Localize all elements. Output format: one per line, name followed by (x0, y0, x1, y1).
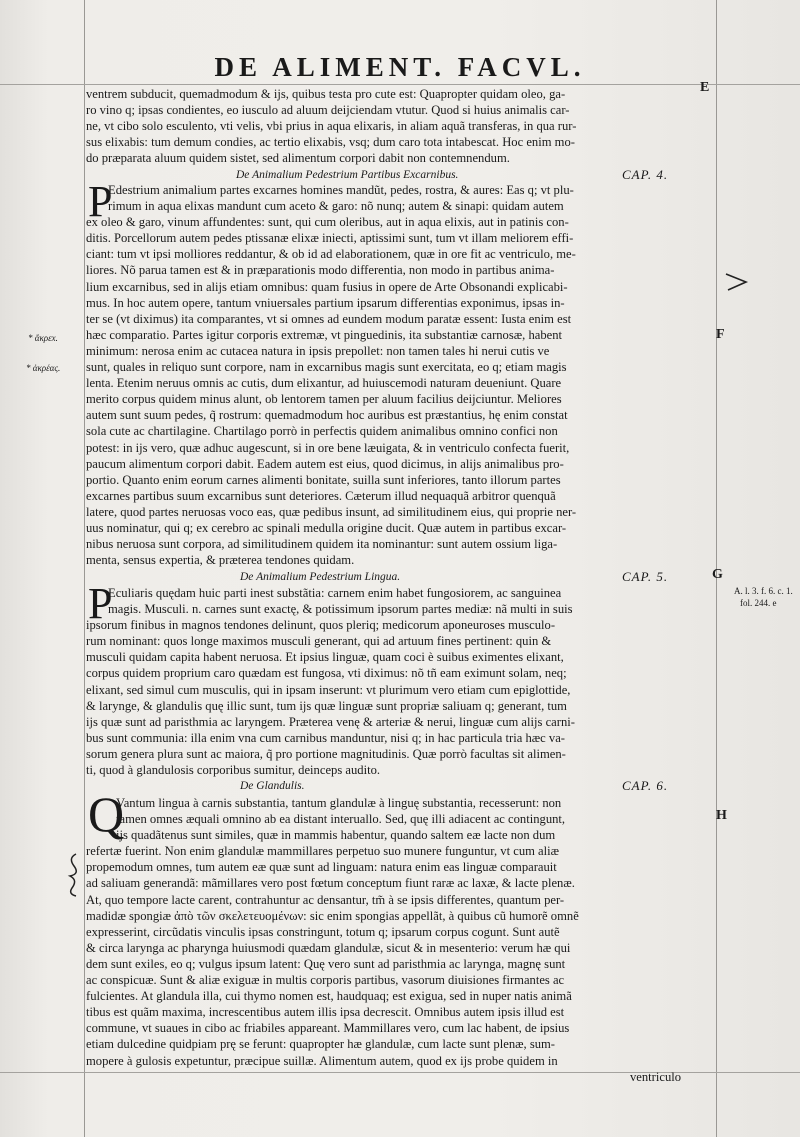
margin-letter-g: G (712, 567, 723, 582)
text-line: sus elixabis: tum demum condies, ac tertio elixabis, vsq; dum caro tota intabescat. Hoc enim mo- (86, 135, 575, 150)
text-line: bus sunt communia: illa enim vna cum carnibus manduntur, nisi q; in hac particula tria hæc va- (86, 730, 565, 745)
text-line: rum nominant: quos longe maximos musculi generant, qui ad artuum fines pertinent: quin & (86, 634, 552, 649)
text-line: At, quo tempore lacte carent, contrahuntur ac densantur, tm̃ à se ipsis differentes, quantum per- (86, 892, 565, 907)
text-line: hæc comparatio. Partes igitur corporis extremæ, vt pinguedinis, ita substantiæ carnosæ, habent (86, 327, 563, 342)
text-line: mopere à gulosis expetuntur, præcipue suillæ. Alimentum autem, quod ex ijs probe quidem in (86, 1053, 558, 1068)
text-line: ex oleo & garo, vinum affundentes: sunt, qui cum oleribus, aut in aqua elixis, aut in patinis con- (86, 215, 569, 230)
section-4-dropcap: P (88, 177, 113, 226)
text-line: refertæ fuerint. Non enim glandulæ mammillares perpetuo suo munere funguntur, vt cum aliæ (86, 844, 560, 859)
text-line: sorum genera plura sunt ac maiora, q̃ pro portione magnitudinis. Quæ porrò facultas sit alimen- (86, 746, 566, 761)
text-line: tibus est quãm maxima, increscentibus autem illis ipsa decrescit. Omnibus autem ipsis illud est (86, 1005, 565, 1020)
section-6-dropcap: Q (88, 786, 125, 842)
text-line: excarnes partibus suum excarnibus sunt deteriores. Cæterum illud nequaquã arbitror quenquã (86, 488, 556, 503)
text-line: commune, vt suaues in cibo ac friabiles appareant. Mammillares vero, cum lac habent, de ipsius (86, 1021, 570, 1036)
catchword: ventriculo (630, 1070, 682, 1084)
text-line: fulcientes. At glandula illa, cui thymo nomen est, haudquaq; est exigua, sed in nuper natis animã (86, 989, 572, 1004)
text-line: potest: in ijs vero, quæ adhuc augescunt, si in ore bene læuigata, & in ventriculo confecta fuerit, (86, 440, 570, 455)
text-line: paucum alimentum corpori dabit. Eadem autem est eius, quod dicimus, in alijs animalibus pro- (86, 456, 564, 471)
text-line: dem sunt exiles, eo q; vulgus ipsum latent: Quę vero sunt ad paristhmia ac larynga, magnę sunt (86, 956, 566, 971)
text-line: Edestrium animalium partes excarnes homines mandũt, pedes, rostra, & aures: Eas q; vt plu- (108, 183, 574, 197)
section-4-title: De Animalium Pedestrium Partibus Excarnibus. (236, 169, 459, 181)
opening-paragraph (86, 86, 714, 166)
text-line: sola cute ac chartilagine. Chartilago porrò in perfectis quidem animalibus omnino confici non (86, 424, 558, 439)
section-6-title: De Glandulis. (240, 780, 305, 792)
margin-rule-left (84, 0, 85, 1137)
text-line: merito corpus quidem minus alunt, ob lentorem tamen per aluum facilius deijciuntur. Meliores (86, 392, 562, 407)
margin-rule-top (0, 84, 800, 85)
text-line: ac conspicuæ. Sunt & aliæ exiguæ in multis corporis partibus, vasorum diuisiones firmantes ac (86, 973, 565, 988)
text-line: latere, quod partes neruosas voco eas, quæ pedibus insunt, ad similitudinem eius, qui proprie ner- (86, 504, 577, 519)
text-line: expresserint, circũdatis vinculis ipsas constringunt, totum q; ipsarum corpus cogunt. Sunt autẽ (86, 924, 560, 939)
section-5-title: De Animalium Pedestrium Lingua. (240, 571, 401, 583)
text-line: ijs quæ sunt ad paristhmia ac laryngem. Præterea venę & arteriæ & nerui, linguæ cum alijs carni- (86, 714, 575, 729)
text-line: etiam dulcedine quidpiam prę se ferunt: quapropter hæ glandulæ, cum lacte sunt plenæ, sum- (86, 1037, 556, 1052)
text-line: do præparata aluum quidem sistet, sed alimentum corpori dabit non contemnendum. (86, 151, 510, 166)
margin-letter-e: E (700, 80, 710, 95)
handwritten-brace-mark (64, 852, 82, 898)
text-line: & larynge, & glandulis quę illic sunt, tum ijs quæ linguæ sunt propriæ saliuam q; generant, tum (86, 698, 567, 713)
text-line: lium excarnibus, sed in alijs etiam omnibus: quam fusius in opere de Arte Obsonandi explicabi- (86, 279, 568, 294)
text-line: menta, sensus expertia, & præterea tendones quidam. (86, 553, 355, 568)
margin-note-greek-1: * ἄκρεx. (28, 333, 58, 343)
margin-reference-line-1: A. l. 3. f. 6. c. 1. (734, 586, 793, 596)
text-line: ipsorum finibus in magnos tendones delinunt, quos pleriq; medicorum aponeuroses musculo- (86, 618, 556, 633)
text-line: nibus neruosa sunt corpora, ad similitudinem quidem ita nominantur: sunt autem ossium liga- (86, 537, 558, 552)
handwritten-angle-mark (722, 270, 752, 294)
text-line: portio. Quanto enim eorum carnes alimenti bonitate, suilla sunt inferiores, tanto illorum partes (86, 472, 561, 487)
section-6-cap: CAP. 6. (622, 778, 669, 793)
text-line: autem sunt suum pedes, q̃ rostrum: quemadmodum hoc auribus est præstantius, hę enim constat (86, 408, 568, 423)
text-line: sunt, quales in reliquo sunt corpore, nam in excarnibus magis sunt exercitata, eo q; etiam magis (86, 360, 567, 375)
text-line: rimum in aqua elixas mandunt cum aceto & garo: nõ nunq; autem & sinapi: quidam autem (108, 199, 564, 214)
margin-reference-line-2: fol. 244. e (740, 598, 777, 608)
text-line: ciant: tum vt ipsi molliores reddantur, & ob id ad elaborationem, quæ in ore fit ac ventriculo, me- (86, 247, 576, 262)
text-line: elixant, sed simul cum musculis, qui in ipsam inserunt: vt plurimum vero etiam cum epiglottide, (86, 682, 571, 697)
text-line: madidæ spongiæ ἀπὸ τῶν σκελετευομένων: sic enim spongias appellãt, à quibus cũ humorẽ omnẽ (86, 908, 579, 923)
text-line: ditis. Porcellorum autem pedes ptissanæ elixæ iniecti, aptissimi sunt, tum vt illam meliorem effi- (86, 231, 574, 246)
section-4-cap: CAP. 4. (622, 167, 669, 182)
text-line: uus nominatur, qui q; ex cerebro ac spinali medulla origine ducit. Quæ autem in partibus excar- (86, 520, 567, 535)
text-line: musculi quidam capita habent neruosa. Et ipsius linguæ, quam coci è suibus eximentes elixant, (86, 650, 564, 665)
text-line: Eculiaris quędam huic parti inest substãtia: carnem enim habet fungosiorem, ac sanguinea (108, 586, 562, 600)
running-header: DE ALIMENT. FACVL. (214, 52, 586, 82)
text-line: ijs quadãtenus sunt similes, quæ in mammis habentur, quando saltem eæ lacte non dum (116, 828, 556, 843)
text-line: minimum: nerosa enim ac cutacea natura in ipsis prepollet: non tamen tales hi nerui cutis ve (86, 343, 550, 358)
section-5-body (86, 585, 714, 778)
section-5-cap: CAP. 5. (622, 569, 669, 584)
section-5-dropcap: P (88, 579, 113, 628)
text-line: propemodum omnes, tum autem eæ quæ sunt ad linguam: natura enim eas linguæ comparauit (86, 860, 557, 875)
text-line: ti, quod à glandulosis corporibus sumitur, deinceps audito. (86, 763, 381, 778)
text-line: ventrem subducit, quemadmodum & ijs, quibus testa pro cute est: Quapropter quidam oleo, ga- (86, 87, 566, 101)
text-line: ro vino q; ipsas condientes, eo iusculo ad aluum deijciendam vtutur. Quod si huius animalis car- (86, 103, 570, 118)
text-line: & circa larynga ac pharynga huiusmodi quædam glandulæ, sicut & in mesenterio: verum hæ qui (86, 940, 571, 955)
margin-letter-f: F (716, 327, 725, 342)
section-4-body (86, 177, 714, 568)
text-line: ter se (vt diximus) ita comparantes, vt si omnes ad eundem modum paratæ essent: Iusta enim est (86, 311, 572, 326)
text-line: Vantum lingua à carnis substantia, tantum glandulæ à linguę substantia, recesserunt: non (116, 796, 562, 810)
text-line: magis. Musculi. n. carnes sunt exactę, & potissimum ipsorum partes mediæ: nã multi in suis (108, 602, 573, 617)
text-line: ne, vt cibo solo esculento, vti velis, vbi prius in aqua elixaris, in aliam aquã transferas, in qua rur- (86, 119, 577, 134)
margin-letter-h: H (716, 808, 727, 823)
text-line: lenta. Etenim neruus omnis ac cutis, dum elixantur, ad huiuscemodi naturam deueniunt. Quare (86, 376, 562, 391)
text-line: ad saliuam generandã: mãmillares vero post fœtum conceptum fiunt raræ ac laxæ, & lacte plenæ. (86, 876, 575, 891)
text-line: tamen omnes æquali omnino ab ea distant interuallo. Sed, quę illi adiacent ac contingunt, (116, 812, 566, 827)
section-6-body (86, 795, 714, 1069)
margin-note-greek-2: * ἀκρέας. (26, 363, 61, 373)
text-line: corpus quidem proprium caro quædam est fungosa, vti diximus: nõ tñ eam eximunt solam, neq; (86, 666, 567, 681)
text-line: mus. In hoc autem opere, tantum vniuersales partium ipsarum differentias exponimus, ipsas in- (86, 295, 565, 310)
text-line: liores. Nõ parua tamen est & in præparationis modo differentia, non modo in partibus anima- (86, 263, 555, 278)
